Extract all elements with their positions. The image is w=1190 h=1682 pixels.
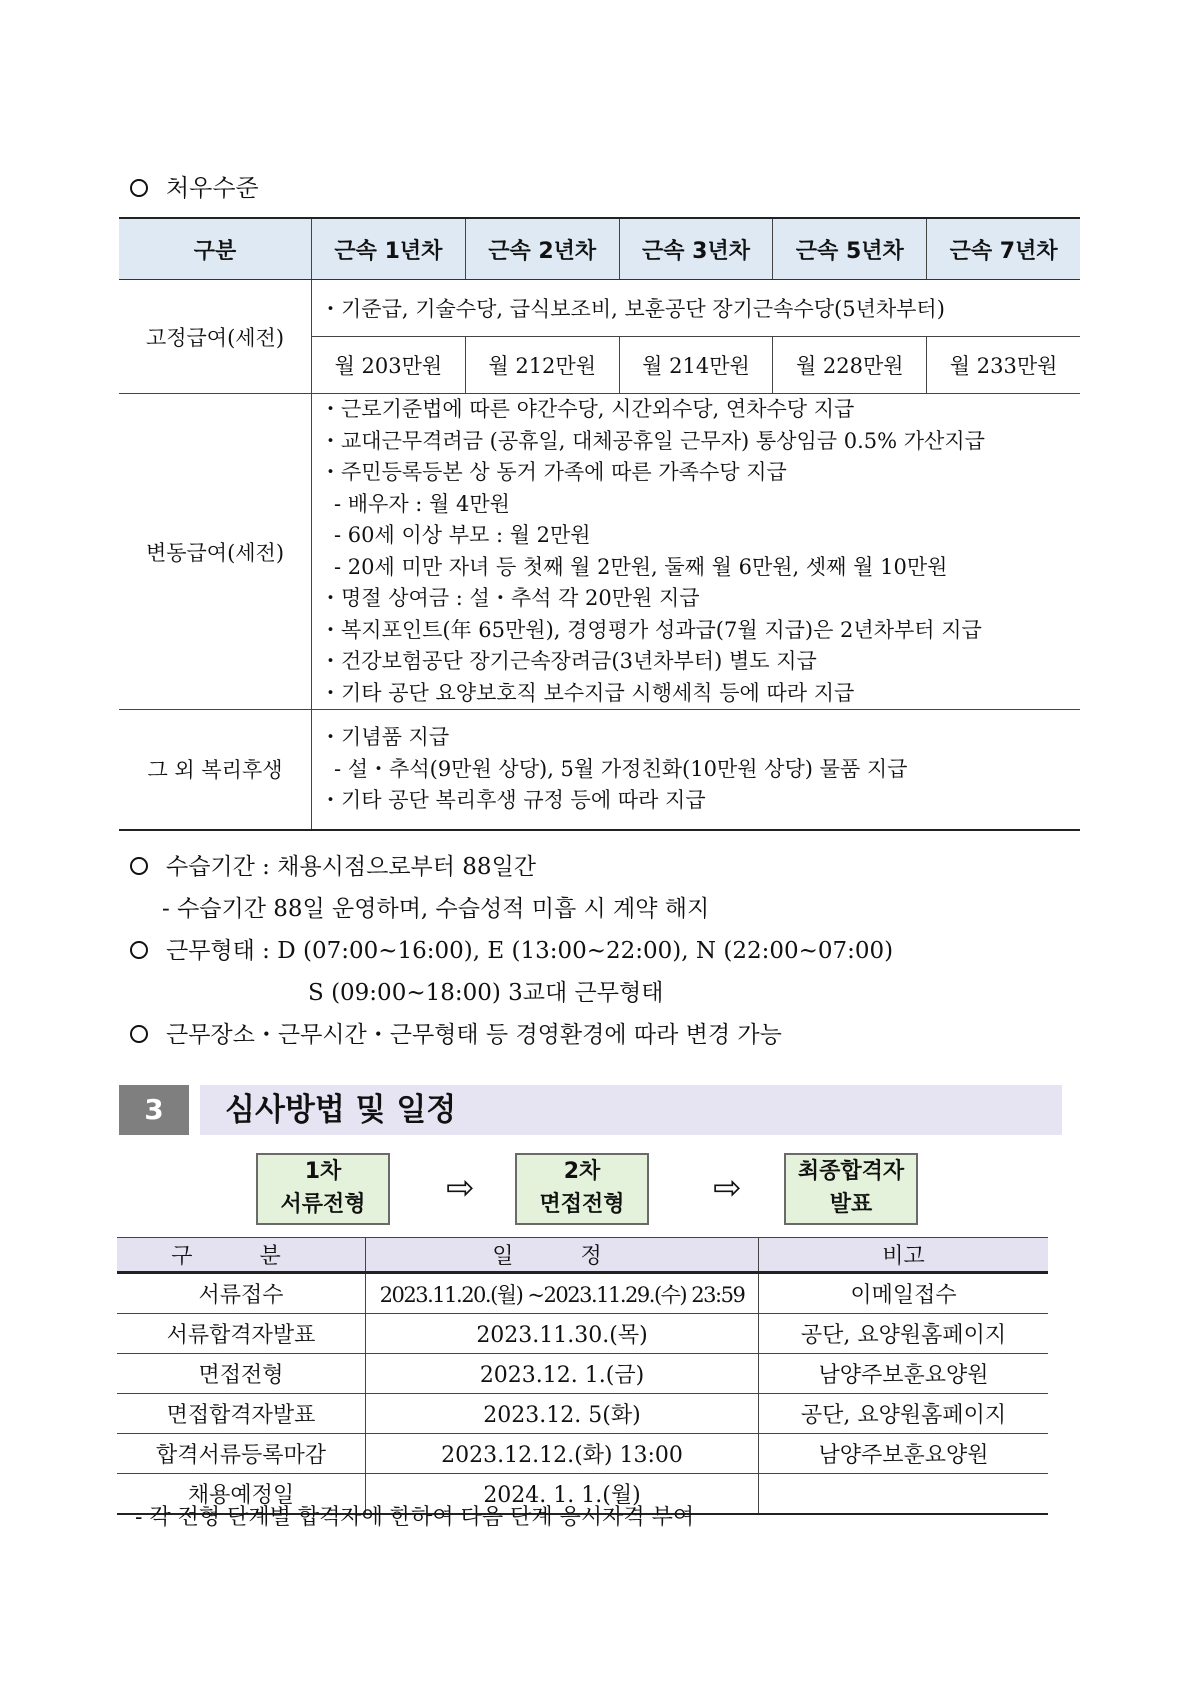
amount-year5: 월 228만원 [773, 337, 927, 394]
circle-bullet-icon [130, 179, 148, 197]
table-row: 서류접수 2023.11.20.(월) ~2023.11.29.(수) 23:59 이메일접수 [117, 1273, 1048, 1314]
table-row: 면접합격자발표 2023.12. 5(화) 공단, 요양원홈페이지 [117, 1394, 1048, 1434]
fixed-pay-label: 고정급여(세전) [119, 280, 312, 394]
pay-header-year7: 근속 7년차 [927, 218, 1080, 280]
welfare-row [119, 710, 1080, 830]
pay-table [119, 217, 1080, 831]
variable-pay-row [119, 394, 1080, 710]
variable-line: ・근로기준법에 따른 야간수당, 시간외수당, 연차수당 지급 [320, 397, 855, 421]
table-row: 채용예정일 2024. 1. 1.(월) [117, 1474, 1048, 1515]
step-final-announcement: 최종합격자 발표 [784, 1153, 918, 1225]
probation-sub-line: - 수습기간 88일 운영하며, 수습성적 미흡 시 계약 해지 [162, 896, 710, 922]
variable-pay-label: 변동급여(세전) [119, 394, 312, 710]
step-interview: 2차 면접전형 [515, 1153, 649, 1225]
fixed-pay-row [119, 280, 1080, 337]
amount-year1: 월 203만원 [312, 337, 466, 394]
step-document-screening: 1차 서류전형 [256, 1153, 390, 1225]
fixed-pay-items: ・기준급, 기술수당, 급식보조비, 보훈공단 장기근속수당(5년차부터) [312, 280, 1081, 337]
amount-year7: 월 233만원 [927, 337, 1080, 394]
pay-header-year5: 근속 5년차 [773, 218, 927, 280]
variable-pay-lines [312, 394, 1081, 710]
pay-header-year3: 근속 3년차 [619, 218, 773, 280]
schedule-header-row [117, 1238, 1048, 1273]
welfare-label: 그 외 복리후생 [119, 710, 312, 830]
amount-year3: 월 214만원 [619, 337, 773, 394]
variable-line: - 60세 이상 부모 : 월 2만원 [334, 523, 591, 547]
variable-line: ・주민등록등본 상 동거 가족에 따른 가족수당 지급 [320, 460, 787, 484]
treatment-title: 처우수준 [130, 168, 259, 203]
variable-line: - 배우자 : 월 4만원 [334, 491, 510, 516]
pay-header-row [119, 218, 1080, 280]
shift-line: 근무형태 : D (07:00~16:00), E (13:00~22:00), N (22:00~07:00) [130, 932, 893, 965]
section-number: 3 [119, 1085, 189, 1135]
circle-bullet-icon [130, 1025, 148, 1043]
shift-sub-line: S (09:00~18:00) 3교대 근무형태 [308, 980, 664, 1006]
table-row: 합격서류등록마감 2023.12.12.(화) 13:00 남양주보훈요양원 [117, 1434, 1048, 1474]
circle-bullet-icon [130, 857, 148, 875]
variable-line: ・명절 상여금 : 설・추석 각 20만원 지급 [320, 586, 700, 610]
variable-line: ・기타 공단 요양보호직 보수지급 시행세칙 등에 따라 지급 [320, 680, 855, 705]
variable-line: - 20세 미만 자녀 등 첫째 월 2만원, 둘째 월 6만원, 셋째 월 10만원 [334, 554, 948, 579]
pay-header-year1: 근속 1년차 [312, 218, 466, 280]
variable-line: ・건강보험공단 장기근속장려금(3년차부터) 별도 지급 [320, 649, 817, 673]
circle-bullet-icon [130, 941, 148, 959]
welfare-line: ・기타 공단 복리후생 규정 등에 따라 지급 [320, 788, 706, 812]
arrow-right-icon: ⇨ [713, 1168, 742, 1208]
section-title: 심사방법 및 일정 [225, 1092, 457, 1128]
arrow-right-icon: ⇨ [446, 1168, 475, 1208]
variable-line: ・교대근무격려금 (공휴일, 대체공휴일 근무자) 통상임금 0.5% 가산지급 [320, 428, 985, 453]
pay-header-category: 구분 [119, 218, 312, 280]
welfare-line: - 설・추석(9만원 상당), 5월 가정친화(10만원 상당) 물품 지급 [334, 756, 908, 781]
change-line: 근무장소・근무시간・근무형태 등 경영환경에 따라 변경 가능 [130, 1016, 782, 1049]
pay-header-year2: 근속 2년차 [465, 218, 619, 280]
welfare-line: ・기념품 지급 [320, 725, 450, 749]
schedule-table [117, 1237, 1048, 1515]
schedule-header-category: 구 분 [117, 1238, 366, 1273]
table-row: 면접전형 2023.12. 1.(금) 남양주보훈요양원 [117, 1354, 1048, 1394]
schedule-footnote: - 각 전형 단계별 합격자에 한하여 다음 단계 응시자격 부여 [135, 1505, 695, 1530]
schedule-header-note: 비고 [759, 1238, 1049, 1273]
amount-year2: 월 212만원 [465, 337, 619, 394]
schedule-header-date: 일 정 [366, 1238, 759, 1273]
variable-line: ・복지포인트(年 65만원), 경영평가 성과급(7월 지급)은 2년차부터 지급 [320, 617, 982, 642]
table-row: 서류합격자발표 2023.11.30.(목) 공단, 요양원홈페이지 [117, 1314, 1048, 1354]
welfare-lines [312, 710, 1081, 830]
probation-line: 수습기간 : 채용시점으로부터 88일간 [130, 848, 536, 881]
